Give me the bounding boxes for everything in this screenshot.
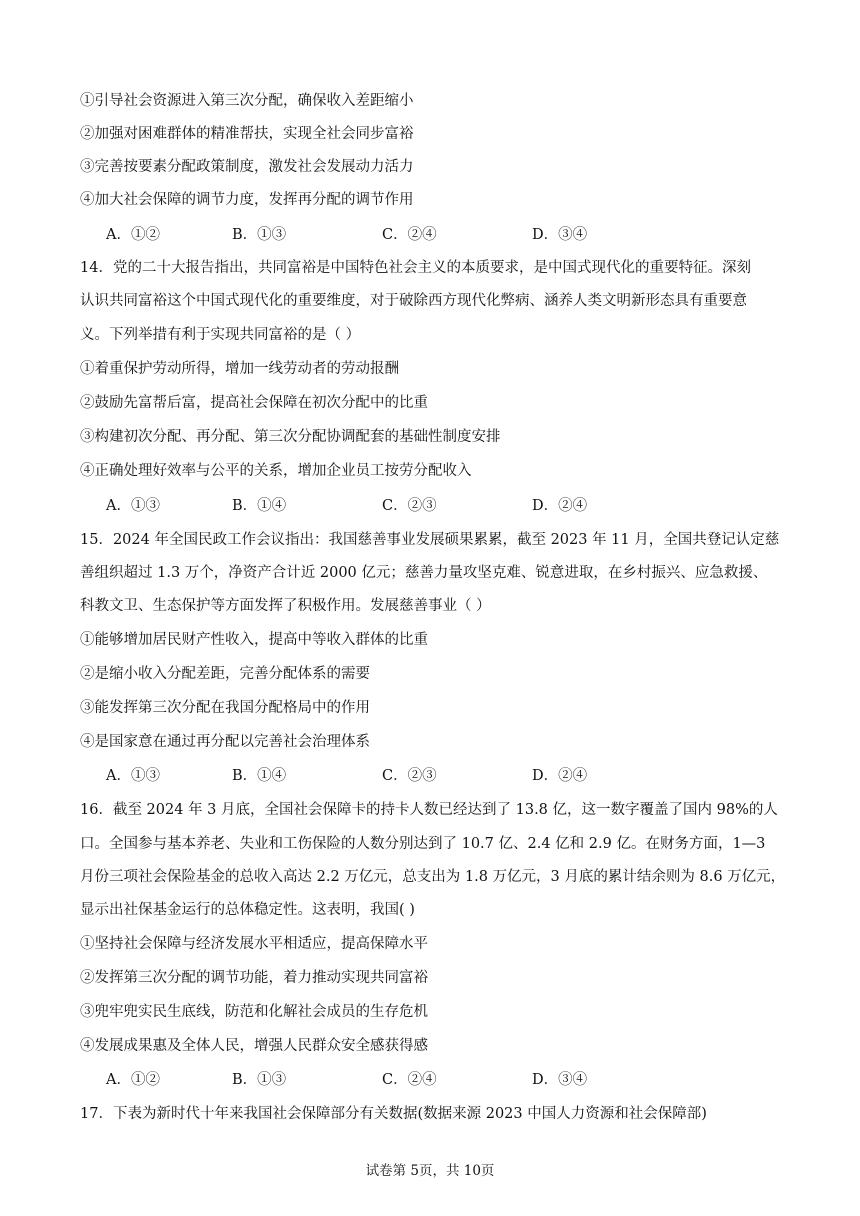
q15-option-d: D．②④ — [532, 768, 588, 784]
q14-item-3: ③构建初次分配、再分配、第三次分配协调配套的基础性制度安排 — [80, 429, 501, 445]
q15-item-4: ④是国家意在通过再分配以完善社会治理体系 — [80, 734, 370, 750]
q16-option-c: C．②④ — [382, 1072, 437, 1088]
q15-item-3: ③能发挥第三次分配在我国分配格局中的作用 — [80, 700, 370, 716]
q14-item-1: ①着重保护劳动所得，增加一线劳动者的劳动报酬 — [80, 361, 399, 377]
q16-item-1: ①坚持社会保障与经济发展水平相适应，提高保障水平 — [80, 936, 428, 952]
q15-stem-line-3: 科教文卫、生态保护等方面发挥了积极作用。发展慈善事业（ ） — [80, 598, 491, 614]
page-footer: 试卷第 5页，共 10页 — [365, 1163, 495, 1179]
q16-stem-line-4: 显示出社保基金运行的总体稳定性。这表明，我国( ) — [80, 902, 415, 918]
q14-option-d: D．②④ — [532, 498, 588, 514]
q16-item-3: ③兜牢兜实民生底线，防范和化解社会成员的生存危机 — [80, 1004, 428, 1020]
q16-option-b: B．①③ — [232, 1072, 287, 1088]
q13-item-1: ①引导社会资源进入第三次分配，确保收入差距缩小 — [80, 93, 414, 109]
q14-stem-line-1: 14．党的二十大报告指出，共同富裕是中国特色社会主义的本质要求，是中国式现代化的重要特征。深刻 — [80, 260, 751, 276]
q13-option-b: B．①③ — [232, 227, 287, 243]
q15-option-a: A．①③ — [106, 768, 160, 784]
q15-item-1: ①能够增加居民财产性收入，提高中等收入群体的比重 — [80, 632, 428, 648]
q13-option-d: D．③④ — [532, 227, 588, 243]
q13-item-2: ②加强对困难群体的精准帮扶，实现全社会同步富裕 — [80, 126, 414, 142]
q15-option-c: C．②③ — [382, 768, 437, 784]
q16-stem-line-2: 口。全国参与基本养老、失业和工伤保险的人数分别达到了 10.7 亿、2.4 亿和 2.9 亿。在财务方面，1—3 — [80, 836, 766, 852]
q17-stem-line-1: 17．下表为新时代十年来我国社会保障部分有关数据(数据来源 2023 中国人力资源和社会保障部) — [80, 1106, 707, 1122]
q15-option-b: B．①④ — [232, 768, 287, 784]
q14-stem-line-3: 义。下列举措有利于实现共同富裕的是（ ） — [80, 327, 361, 343]
q14-item-4: ④正确处理好效率与公平的关系，增加企业员工按劳分配收入 — [80, 463, 472, 479]
q13-item-4: ④加大社会保障的调节力度，发挥再分配的调节作用 — [80, 192, 414, 208]
q14-option-a: A．①③ — [106, 498, 160, 514]
q13-item-3: ③完善按要素分配政策制度，激发社会发展动力活力 — [80, 159, 414, 175]
q16-option-a: A．①② — [106, 1072, 160, 1088]
q15-stem-line-1: 15．2024 年全国民政工作会议指出：我国慈善事业发展硕果累累，截至 2023 年 11 月，全国共登记认定慈 — [80, 532, 780, 548]
q14-option-b: B．①④ — [232, 498, 287, 514]
q15-stem-line-2: 善组织超过 1.3 万个，净资产合计近 2000 亿元；慈善力量攻坚克难、锐意进取，在乡村振兴、应急救援、 — [80, 565, 768, 581]
q14-stem-line-2: 认识共同富裕这个中国式现代化的重要维度，对于破除西方现代化弊病、涵养人类文明新形态具有重要意 — [80, 293, 747, 309]
q14-option-c: C．②③ — [382, 498, 437, 514]
q14-item-2: ②鼓励先富帮后富，提高社会保障在初次分配中的比重 — [80, 395, 428, 411]
q13-option-a: A．①② — [106, 227, 160, 243]
q16-stem-line-3: 月份三项社会保险基金的总收入高达 2.2 万亿元，总支出为 1.8 万亿元，3 月底的累计结余则为 8.6 万亿元， — [80, 869, 786, 885]
q16-option-d: D．③④ — [532, 1072, 588, 1088]
q15-item-2: ②是缩小收入分配差距，完善分配体系的需要 — [80, 666, 370, 682]
q13-option-c: C．②④ — [382, 227, 437, 243]
q16-item-4: ④发展成果惠及全体人民，增强人民群众安全感获得感 — [80, 1038, 428, 1054]
q16-item-2: ②发挥第三次分配的调节功能，着力推动实现共同富裕 — [80, 970, 428, 986]
q16-stem-line-1: 16．截至 2024 年 3 月底，全国社会保障卡的持卡人数已经达到了 13.8 亿，这一数字覆盖了国内 98%的人 — [80, 802, 778, 818]
